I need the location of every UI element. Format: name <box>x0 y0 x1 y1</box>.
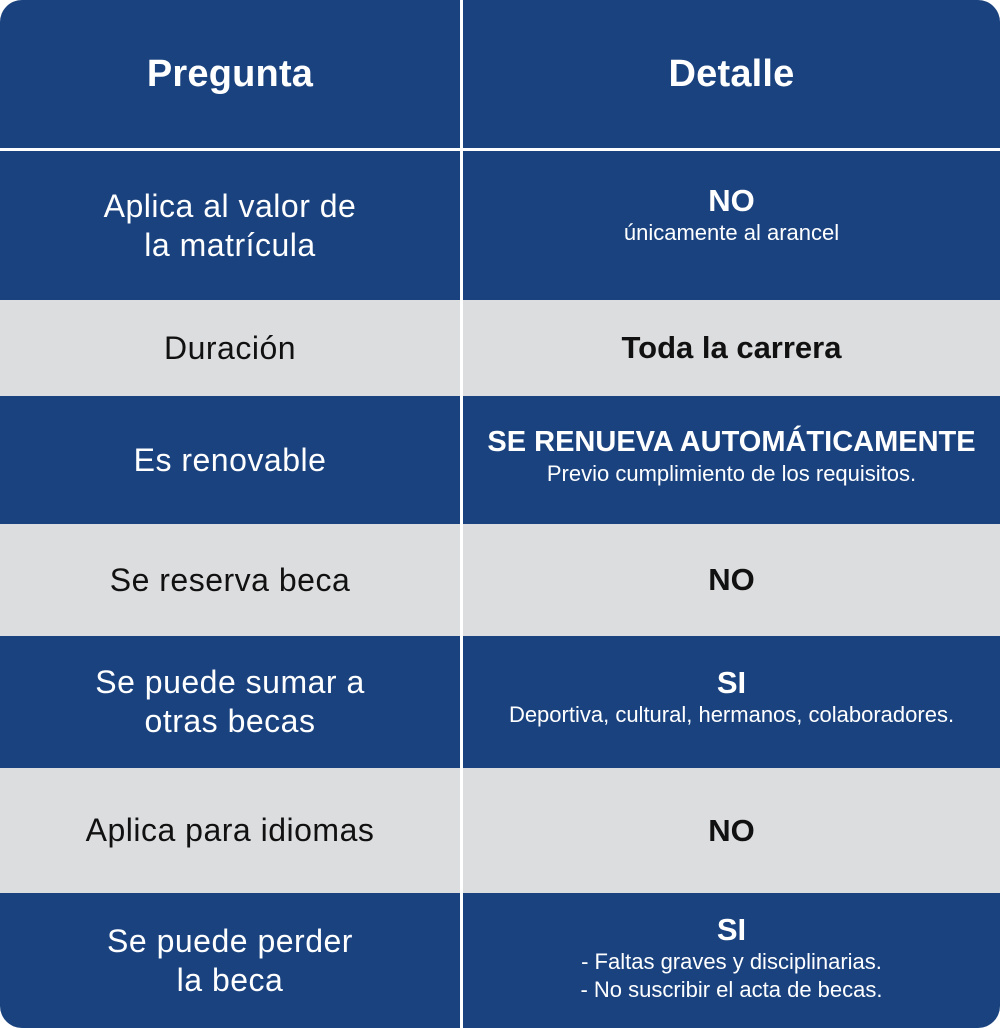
detail-cell <box>463 151 1000 300</box>
question-cell <box>0 893 460 1028</box>
detail-cell <box>463 300 1000 396</box>
detail-main: SE RENUEVA AUTOMÁTICAMENTE <box>487 425 976 458</box>
question-text: Se puede sumar a otras becas <box>95 664 365 739</box>
header-cell-detalle <box>463 0 1000 148</box>
question-cell <box>0 768 460 893</box>
table-row <box>0 396 1000 524</box>
detail-main: NO <box>708 812 755 848</box>
question-text: Es renovable <box>133 441 327 478</box>
detail-main: SI <box>716 664 747 700</box>
table-row <box>0 893 1000 1028</box>
table-row <box>0 768 1000 893</box>
detail-cell <box>463 396 1000 524</box>
question-cell <box>0 300 460 396</box>
detail-cell <box>463 893 1000 1028</box>
question-text: Se puede perder la beca <box>107 922 353 998</box>
detail-main: NO <box>708 562 755 597</box>
table-row <box>0 636 1000 768</box>
detail-cell <box>463 636 1000 768</box>
question-text: Duración <box>163 329 297 366</box>
detail-sub: Previo cumplimiento de los requisitos. <box>546 460 917 486</box>
question-cell <box>0 636 460 768</box>
detail-sub: únicamente al arancel <box>623 220 840 245</box>
detail-cell <box>463 524 1000 636</box>
detail-main: SI <box>716 911 747 947</box>
question-text: Aplica al valor de la matrícula <box>103 187 357 263</box>
detail-main: Toda la carrera <box>621 330 842 365</box>
question-cell <box>0 396 460 524</box>
detail-cell <box>463 768 1000 893</box>
header-cell-pregunta <box>0 0 460 148</box>
table-row <box>0 300 1000 396</box>
detail-main: NO <box>708 183 755 218</box>
question-cell <box>0 524 460 636</box>
question-text: Se reserva beca <box>109 561 351 598</box>
header-label: Detalle <box>668 52 795 95</box>
header-label: Pregunta <box>146 52 314 95</box>
question-text: Aplica para idiomas <box>85 812 375 848</box>
detail-sub: Deportiva, cultural, hermanos, colaboradores. <box>508 701 955 727</box>
table-row <box>0 524 1000 636</box>
table-row <box>0 151 1000 300</box>
detail-sub: - Faltas graves y disciplinarias. - No suscribir el acta de becas. <box>580 948 883 1002</box>
table-header-row <box>0 0 1000 148</box>
question-cell <box>0 151 460 300</box>
